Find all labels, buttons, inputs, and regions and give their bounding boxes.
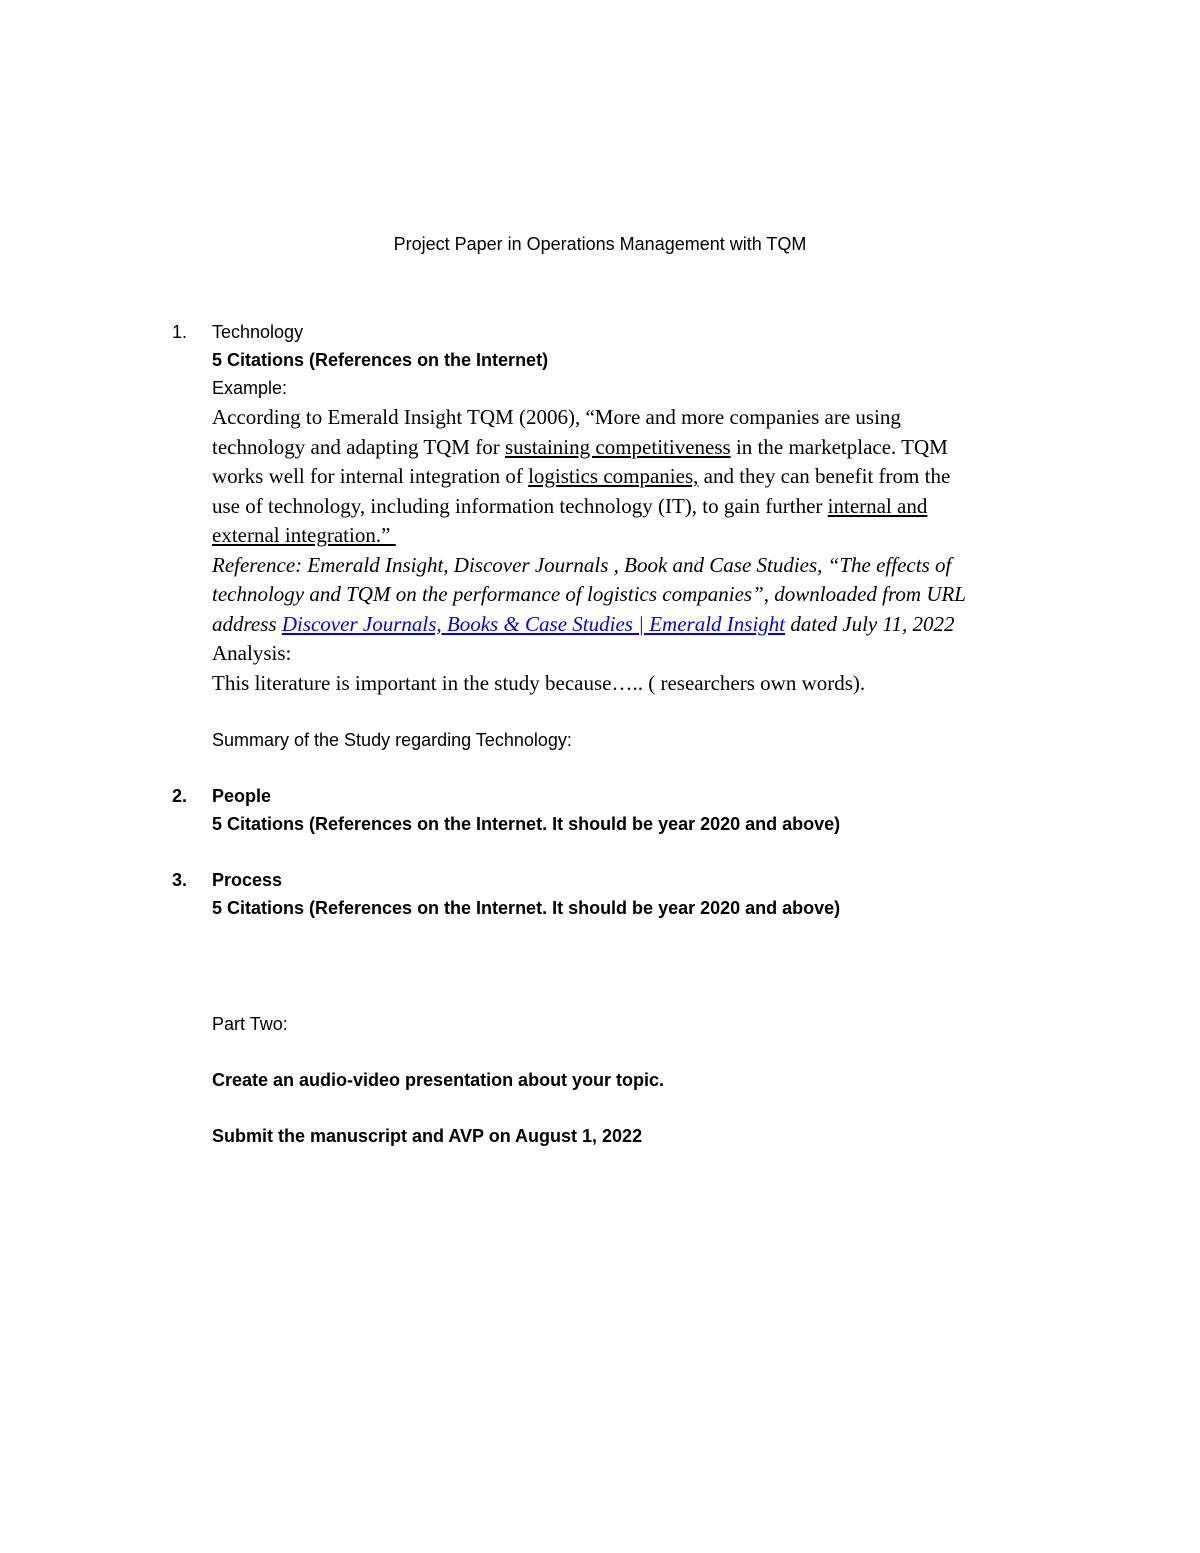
part-two-instruction: Create an audio-video presentation about your topic. xyxy=(212,1070,665,1090)
summary-heading: Summary of the Study regarding Technology: xyxy=(212,730,572,750)
example-label: Example: xyxy=(212,378,288,398)
reference-line: address Discover Journals, Books & Case Studies | Emerald Insight dated July 11, 2022 xyxy=(212,611,955,636)
item-heading: Technology xyxy=(212,322,304,342)
quote-line: external integration.” xyxy=(212,523,396,547)
reference-line: technology and TQM on the performance of logistics companies”, downloaded from URL xyxy=(212,582,966,606)
quote-line: works well for internal integration of logistics companies, and they can benefit from the xyxy=(212,464,951,488)
quote-line: According to Emerald Insight TQM (2006), “More and more companies are using xyxy=(212,405,901,429)
list-number: 2. xyxy=(172,786,188,806)
item-heading: Process xyxy=(212,870,283,890)
item-heading: People xyxy=(212,786,272,806)
page-title: Project Paper in Operations Management with TQM xyxy=(393,234,807,254)
reference-block xyxy=(212,551,1072,640)
list-number: 1. xyxy=(172,322,188,342)
quote-line: use of technology, including information technology (IT), to gain further internal and xyxy=(212,493,928,518)
analysis-label: Analysis: xyxy=(212,641,292,665)
quote-block xyxy=(212,403,1072,551)
reference-link[interactable]: Discover Journals, Books & Case Studies | Emerald Insight xyxy=(281,611,786,636)
citations-requirement: 5 Citations (References on the Internet. It should be year 2020 and above) xyxy=(212,898,841,918)
citations-requirement: 5 Citations (References on the Internet) xyxy=(212,350,549,370)
analysis-text: This literature is important in the study because….. ( researchers own words). xyxy=(212,670,866,695)
submission-note: Submit the manuscript and AVP on August 1, 2022 xyxy=(212,1126,643,1146)
citations-requirement: 5 Citations (References on the Internet. It should be year 2020 and above) xyxy=(212,814,841,834)
part-two-heading: Part Two: xyxy=(212,1014,288,1034)
quote-line: technology and adapting TQM for sustaining competitiveness in the marketplace. TQM xyxy=(212,434,948,459)
list-number: 3. xyxy=(172,870,188,890)
reference-line: Reference: Emerald Insight, Discover Journals , Book and Case Studies, “The effects of xyxy=(212,552,952,577)
